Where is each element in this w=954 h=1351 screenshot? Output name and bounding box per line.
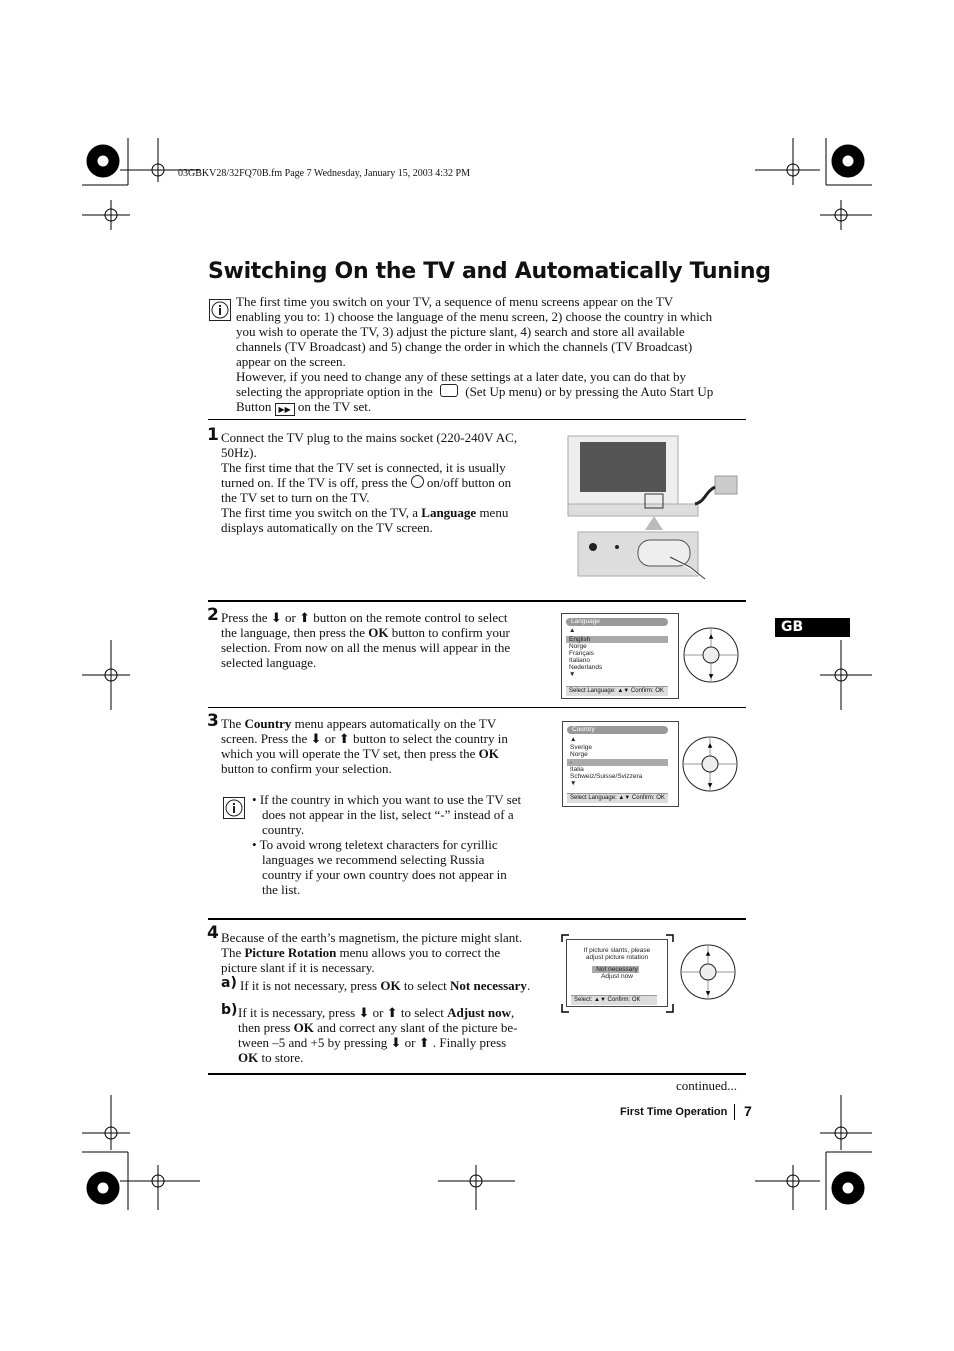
step-number: 2 xyxy=(207,605,219,625)
page-number: 7 xyxy=(744,1103,752,1119)
setup-menu-icon xyxy=(440,384,458,397)
file-info-header: 03GBKV28/32FQ70B.fm Page 7 Wednesday, January 15, 2003 4:32 PM xyxy=(178,168,470,179)
step2-text: Press the ⬇ or ⬆ button on the remote control to select the language, then press the OK button to confirm your selection. From now on all the menus will appear in the selected language. xyxy=(221,610,511,670)
step3-notes: • If the country in which you want to use the TV set does not appear in the list, select “-” instead of a country. • To avoid wrong teletext characters for cyrillic languages we recommend selecting Russia country if your own country does not appear in the list. xyxy=(252,792,522,897)
remote-control-pad xyxy=(679,943,737,1001)
divider xyxy=(208,419,746,420)
step4-b-label: b) xyxy=(221,1002,238,1018)
up-arrow-icon: ⬆ xyxy=(338,731,350,746)
divider xyxy=(208,1073,746,1075)
step4-text: Because of the earth’s magnetism, the picture might slant. The Picture Rotation menu allows you to correct the picture slant if it is necessary. xyxy=(221,930,523,975)
page-title: Switching On the TV and Automatically Tuning xyxy=(208,259,771,284)
divider xyxy=(208,918,746,920)
svg-text:▼: ▼ xyxy=(705,990,711,997)
step-number: 1 xyxy=(207,425,219,445)
step4-b-text: If it is necessary, press ⬇ or ⬆ to select Adjust now, then press OK and correct any slant of the picture be- tween –5 and +5 by pressing ⬇ or ⬆ . Finally press OK to store. xyxy=(238,1005,518,1065)
step4-a-text: If it is not necessary, press OK to select Not necessary. xyxy=(240,978,531,993)
up-arrow-icon: ⬆ xyxy=(418,1035,430,1050)
picture-rotation-screen: If picture slants, please adjust picture rotation Not necessary Adjust now Select: ▲▼ Confirm: OK xyxy=(566,939,668,1007)
up-arrow-icon: ⬆ xyxy=(386,1005,398,1020)
svg-text:▲: ▲ xyxy=(707,742,713,749)
footer-separator xyxy=(734,1104,735,1120)
svg-text:▼: ▼ xyxy=(708,673,714,680)
country-menu-screen: Country ▲ Sverige Norge - Italia Schweiz/Suisse/Svizzera ▼ Select Language: ▲▼ Confirm: OK xyxy=(562,721,679,807)
down-arrow-icon: ⬇ xyxy=(390,1035,402,1050)
step4-a-label: a) xyxy=(221,975,237,991)
step-number: 3 xyxy=(207,711,219,731)
language-menu-screen: Language ▲ English Norge Français Italiano Nederlands ▼ Select Language: ▲▼ Confirm: OK xyxy=(561,613,679,699)
up-arrow-icon: ⬆ xyxy=(299,610,310,625)
step3-text: The Country menu appears automatically on the TV screen. Press the ⬇ or ⬆ button to select the country in which you will operate the TV set, then press the OK button to confirm your selection. xyxy=(221,716,508,776)
remote-control-pad xyxy=(681,735,739,793)
step-number: 4 xyxy=(207,923,219,943)
divider xyxy=(208,707,746,708)
info-icon xyxy=(209,299,231,321)
down-arrow-icon: ⬇ xyxy=(270,610,282,625)
down-arrow-icon: ⬇ xyxy=(358,1005,370,1020)
power-icon xyxy=(411,475,424,488)
svg-text:▲: ▲ xyxy=(705,950,711,957)
footer-section: First Time Operation xyxy=(620,1106,728,1118)
step1-text: Connect the TV plug to the mains socket (220-240V AC, 50Hz). The first time that the TV set is connected, it is usually turned on. If the TV is off, press the on/off button on the TV set to turn on the TV. The first time you switch on the TV, a Language menu displays automatically on the TV screen. xyxy=(221,430,518,535)
language-tab: GB xyxy=(775,618,850,637)
continued-note: continued... xyxy=(676,1078,738,1093)
svg-text:▼: ▼ xyxy=(707,782,713,789)
divider xyxy=(208,600,746,602)
auto-start-button-icon: ▶▶ xyxy=(275,403,295,416)
remote-control-pad xyxy=(682,626,740,684)
down-arrow-icon: ⬇ xyxy=(310,731,322,746)
intro-text: The first time you switch on your TV, a sequence of menu screens appear on the TV enabling you to: 1) choose the language of the menu screen, 2) choose the country in which you wish to operate the TV, 3) adjust the picture slant, 4) search and store all available channels (TV Broadcast) and 5) change the order in which the channels (TV Broadcast) appear on the screen. However, if you need to change any of these settings at a later date, you can do that by selecting the appropriate option in the (Set Up menu) or by pressing the Auto Start Up Button ▶▶ on the TV set. xyxy=(236,294,714,414)
svg-text:▲: ▲ xyxy=(708,633,714,640)
info-icon xyxy=(223,797,245,819)
tv-illustration xyxy=(565,432,745,582)
